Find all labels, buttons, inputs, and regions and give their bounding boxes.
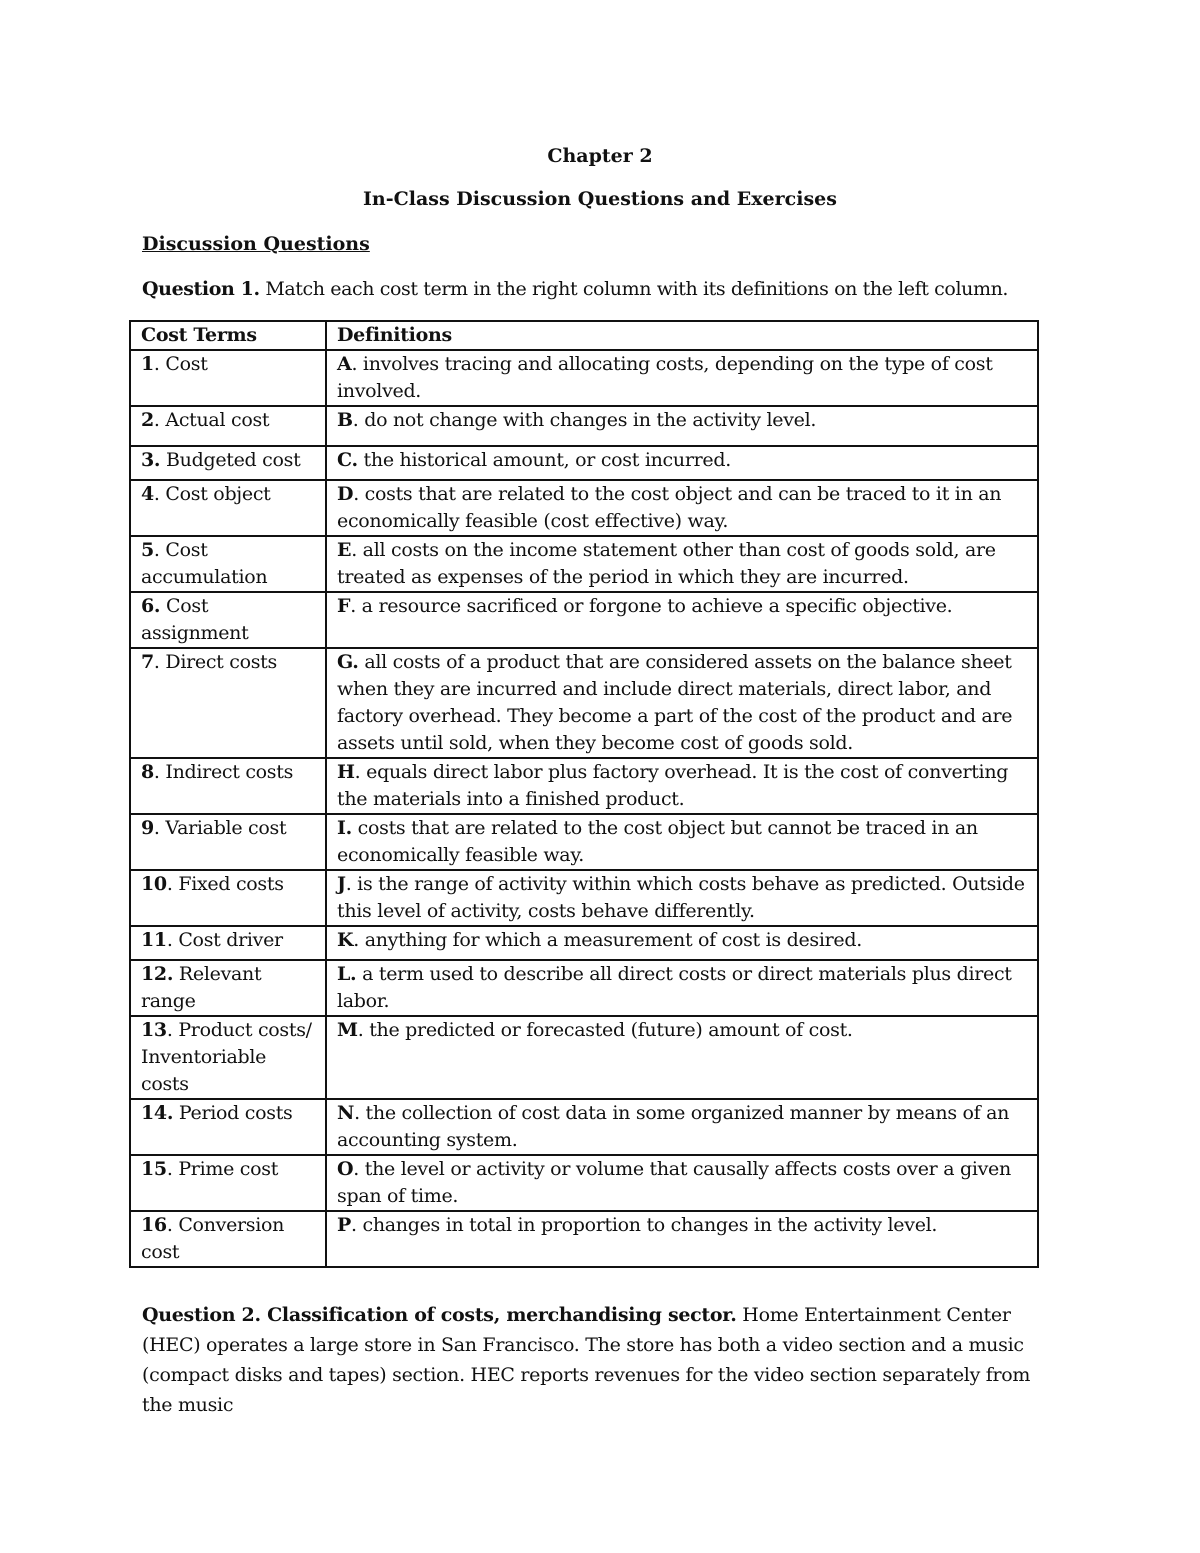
table-row xyxy=(130,960,1038,1016)
term-number: 15 xyxy=(141,1158,167,1180)
definition-cell xyxy=(326,480,1038,536)
table-header-row xyxy=(130,321,1038,350)
question-2-text: Home Entertainment Center (HEC) operates a large store in San Francisco. The store has both a video section and a music (compact disks and tapes) section. HEC reports revenues for the video section separately from the music xyxy=(142,1304,1031,1416)
table-row xyxy=(130,1155,1038,1211)
chapter-title: Chapter 2 xyxy=(547,145,653,167)
term-number: 12. xyxy=(141,963,174,985)
cost-term-cell xyxy=(130,1155,326,1211)
table-row xyxy=(130,406,1038,446)
definition-cell xyxy=(326,1155,1038,1211)
definition-letter: N xyxy=(337,1102,355,1124)
table-body xyxy=(130,350,1038,1267)
definition-text: . changes in total in proportion to changes in the activity level. xyxy=(351,1214,938,1236)
term-number: 14. xyxy=(141,1102,174,1124)
definition-cell xyxy=(326,814,1038,870)
table-row xyxy=(130,814,1038,870)
definition-letter: B xyxy=(337,409,353,431)
term-number: 8 xyxy=(141,761,154,783)
definition-cell xyxy=(326,648,1038,758)
term-number: 16 xyxy=(141,1214,167,1236)
definition-letter: F xyxy=(337,595,351,617)
definition-letter: C. xyxy=(337,449,358,471)
term-label: . Cost object xyxy=(153,483,271,505)
section-heading: Discussion Questions xyxy=(142,233,370,255)
definition-cell xyxy=(326,350,1038,406)
term-label: Budgeted cost xyxy=(160,449,301,471)
term-label: . Indirect costs xyxy=(153,761,294,783)
cost-term-cell xyxy=(130,926,326,960)
cost-term-cell xyxy=(130,648,326,758)
table-row xyxy=(130,446,1038,480)
cost-terms-table xyxy=(129,320,1039,1268)
cost-term-cell xyxy=(130,1099,326,1155)
definition-text: . the level or activity or volume that causally affects costs over a given span of time. xyxy=(337,1158,1011,1207)
cost-term-cell xyxy=(130,1211,326,1267)
question-2-title: Classification of costs, merchandising sector. xyxy=(260,1304,737,1326)
table-row xyxy=(130,536,1038,592)
definition-letter: K xyxy=(337,929,354,951)
page-subtitle: In-Class Discussion Questions and Exercises xyxy=(363,188,837,210)
term-label: Cost assignment xyxy=(141,595,249,644)
definition-text: . anything for which a measurement of cost is desired. xyxy=(353,929,862,951)
definition-cell xyxy=(326,446,1038,480)
definition-letter: H xyxy=(337,761,355,783)
definition-cell xyxy=(326,1016,1038,1099)
definition-text: . do not change with changes in the activity level. xyxy=(352,409,817,431)
cost-term-cell xyxy=(130,480,326,536)
term-label: Period costs xyxy=(173,1102,293,1124)
term-label: . Direct costs xyxy=(153,651,277,673)
question-2-label: Question 2. xyxy=(142,1304,261,1326)
term-label: . Conversion cost xyxy=(141,1214,285,1263)
term-label: Relevant range xyxy=(141,963,262,1012)
cost-term-cell xyxy=(130,406,326,446)
definition-letter: L. xyxy=(337,963,357,985)
definition-letter: G. xyxy=(337,651,359,673)
definition-text: the historical amount, or cost incurred. xyxy=(357,449,731,471)
term-label: . Actual cost xyxy=(153,409,270,431)
table-row xyxy=(130,870,1038,926)
table-row xyxy=(130,1211,1038,1267)
definition-letter: P xyxy=(337,1214,351,1236)
table-row xyxy=(130,1016,1038,1099)
table-row xyxy=(130,350,1038,406)
definition-cell xyxy=(326,592,1038,648)
definition-cell xyxy=(326,1211,1038,1267)
table-row xyxy=(130,758,1038,814)
header-definitions: Definitions xyxy=(326,321,1038,350)
header-cost-terms: Cost Terms xyxy=(130,321,326,350)
term-number: 2 xyxy=(141,409,154,431)
cost-term-cell xyxy=(130,536,326,592)
definition-text: . the collection of cost data in some organized manner by means of an accounting system. xyxy=(337,1102,1010,1151)
cost-term-cell xyxy=(130,446,326,480)
definition-letter: A xyxy=(337,353,352,375)
term-number: 4 xyxy=(141,483,154,505)
definition-cell xyxy=(326,536,1038,592)
term-label: . Cost driver xyxy=(166,929,283,951)
term-number: 13 xyxy=(141,1019,167,1041)
question-1-label: Question 1. xyxy=(142,278,260,300)
definition-text: . a resource sacrificed or forgone to achieve a specific objective. xyxy=(350,595,953,617)
cost-term-cell xyxy=(130,814,326,870)
definition-text: costs that are related to the cost object but cannot be traced in an economically feasible way. xyxy=(337,817,978,866)
question-1 xyxy=(142,278,1062,300)
term-number: 6. xyxy=(141,595,161,617)
term-label: . Prime cost xyxy=(166,1158,279,1180)
definition-text: . all costs on the income statement other than cost of goods sold, are treated as expenses of the period in which they are incurred. xyxy=(337,539,996,588)
term-number: 10 xyxy=(141,873,167,895)
term-number: 5 xyxy=(141,539,154,561)
cost-term-cell xyxy=(130,1016,326,1099)
definition-letter: M xyxy=(337,1019,358,1041)
table-row xyxy=(130,926,1038,960)
definition-letter: J xyxy=(337,873,346,895)
definition-letter: O xyxy=(337,1158,354,1180)
term-label: . Cost xyxy=(153,353,208,375)
definition-text: . costs that are related to the cost object and can be traced to it in an economically feasible (cost effective) way. xyxy=(337,483,1002,532)
term-number: 7 xyxy=(141,651,154,673)
term-number: 1 xyxy=(141,353,154,375)
definition-cell xyxy=(326,926,1038,960)
table-row xyxy=(130,592,1038,648)
term-label: . Fixed costs xyxy=(166,873,284,895)
cost-term-cell xyxy=(130,960,326,1016)
definition-text: . involves tracing and allocating costs, depending on the type of cost involved. xyxy=(337,353,993,402)
table-row xyxy=(130,1099,1038,1155)
term-label: . Cost accumulation xyxy=(141,539,268,588)
definition-text: . equals direct labor plus factory overhead. It is the cost of converting the materials into a finished product. xyxy=(337,761,1009,810)
table-row xyxy=(130,648,1038,758)
definition-text: . is the range of activity within which costs behave as predicted. Outside this level of activity, costs behave differently. xyxy=(337,873,1025,922)
cost-term-cell xyxy=(130,350,326,406)
definition-text: all costs of a product that are considered assets on the balance sheet when they are incurred and include direct materials, direct labor, and factory overhead. They become a part of the cost of the product and are assets until sold, when they become cost of goods sold. xyxy=(337,651,1013,754)
term-label: . Variable cost xyxy=(153,817,287,839)
definition-text: . the predicted or forecasted (future) amount of cost. xyxy=(357,1019,853,1041)
definition-cell xyxy=(326,960,1038,1016)
cost-term-cell xyxy=(130,870,326,926)
question-1-text: Match each cost term in the right column with its definitions on the left column. xyxy=(259,278,1009,300)
definition-cell xyxy=(326,1099,1038,1155)
definition-cell xyxy=(326,870,1038,926)
table-row xyxy=(130,480,1038,536)
term-number: 9 xyxy=(141,817,154,839)
cost-term-cell xyxy=(130,592,326,648)
term-number: 11 xyxy=(141,929,167,951)
definition-cell xyxy=(326,758,1038,814)
cost-term-cell xyxy=(130,758,326,814)
term-label: . Product costs/ Inventoriable costs xyxy=(141,1019,312,1095)
term-number: 3. xyxy=(141,449,161,471)
question-2 xyxy=(142,1300,1057,1420)
definition-text: a term used to describe all direct costs or direct materials plus direct labor. xyxy=(337,963,1012,1012)
definition-letter: D xyxy=(337,483,354,505)
definition-letter: E xyxy=(337,539,352,561)
definition-letter: I. xyxy=(337,817,352,839)
definition-cell xyxy=(326,406,1038,446)
